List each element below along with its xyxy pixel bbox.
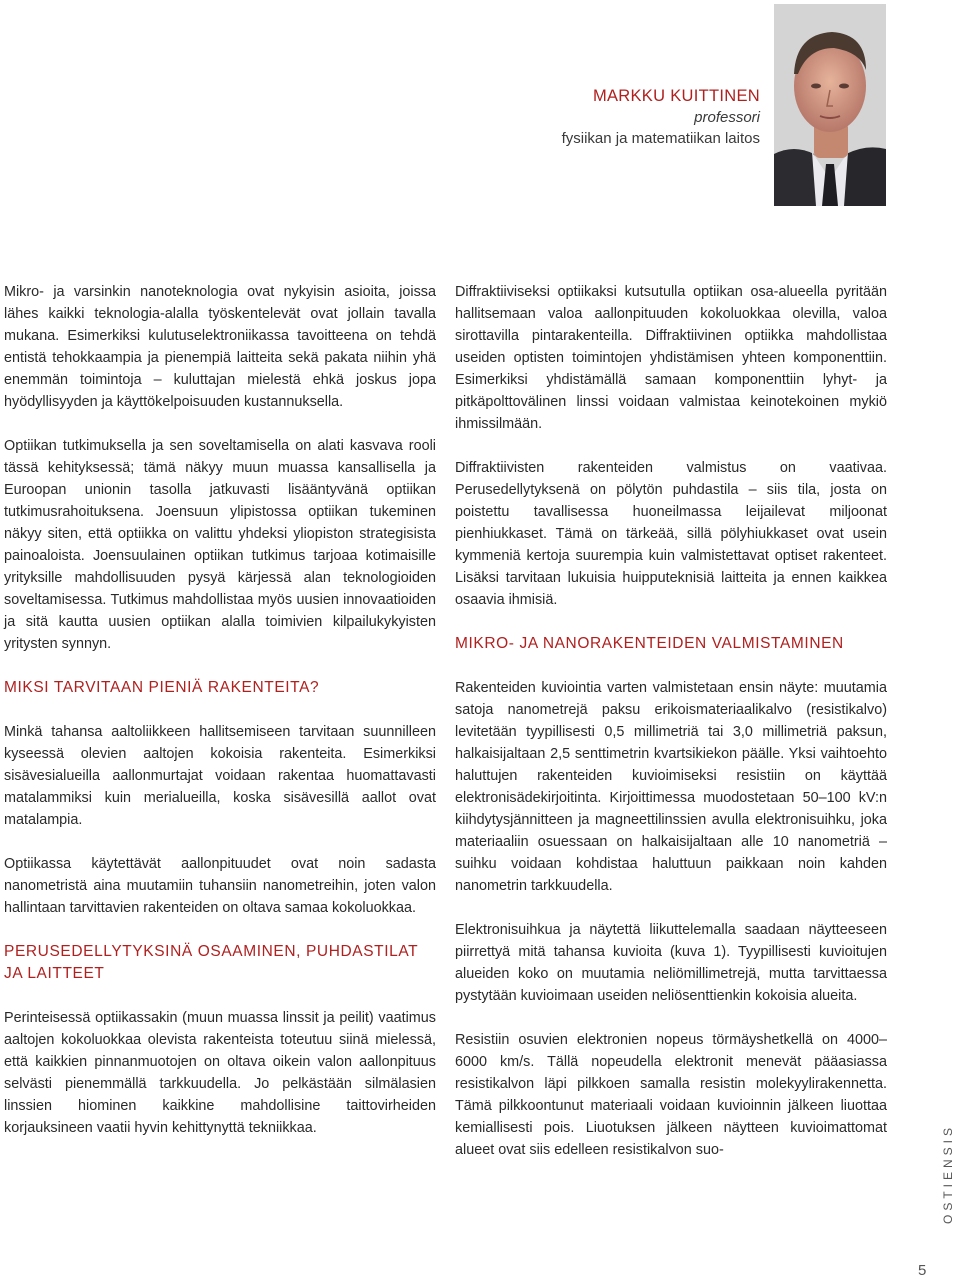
left-column	[4, 281, 436, 1161]
page-number: 5	[918, 1262, 927, 1279]
author-header	[562, 86, 760, 149]
section-heading: PERUSEDELLYTYKSINÄ OSAAMINEN, PUHDASTILAT JA LAITTEET	[4, 943, 418, 982]
paragraph: Perinteisessä optiikassakin (muun muassa linssit ja peilit) vaatimus aaltojen kokoluokkaa olevista rakenteista toteutuu siinä mielessä, että kaikkien pinnanmuotojen on oltava oikein valon aallonpituus selvästi pienemmällä tarkkuudella. Jo pelkästään silmälasien linssien hiominen kaikkine mahdollisine taittovirheiden korjauksineen vaatii hyvin kehittynyttä tekniikkaa.	[4, 1010, 436, 1136]
paragraph: Rakenteiden kuviointia varten valmistetaan ensin näyte: muutamia satoja nanometrejä paksu erikoismateriaalikalvo (resistikalvo) levitetään tyypillisesti 0,5 millimetriä tai 3,0 millimetriä paksun, halkaisijaltaan 2,5 senttimetrin kvartsikiekon päälle. Yksi vaihtoehto haluttujen rakenteiden kuvioimiseksi resistiin on käyttää elektronisädekirjoitinta. Kirjoittimessa muodostetaan 50–100 kV:n kiihdytysjännitteen ja magneettilinssien avulla elektronisuihku, joka materiaaliin osuessaan on halkaisijaltaan alle 10 nanometriä – suihku voidaan kohdistaa haluttuun paikkaan noin kahden nanometrin tarkkuudella.	[455, 680, 887, 894]
paragraph: Elektronisuihkua ja näytettä liikuttelemalla saadaan näytteeseen piirrettyä mitä tahansa kuvioita (kuva 1). Tyypillisesti kuvioitujen alueiden koko on muutamia neliömillimetrejä, mutta tarvittaessa pystytään kuvioimaan useiden neliösenttienkin kokoisia alueita.	[455, 922, 887, 1004]
author-department: fysiikan ja matematiikan laitos	[561, 130, 760, 147]
right-column	[455, 281, 887, 1183]
section-heading: MIKRO- JA NANORAKENTEIDEN VALMISTAMINEN	[455, 635, 844, 652]
paragraph: Resistiin osuvien elektronien nopeus törmäyshetkellä on 4000–6000 km/s. Tällä nopeudella elektronit menevät pääasiassa resistikalvon läpi pilkkoen samalla resistin molekyylirakennetta. Tämä pilkkoontunut materiaali voidaan kuvioinnin jälkeen liuottaa kemiallisesti pois. Liuotuksen jälkeen näytteen kuvioimattomat alueet ovat siis edelleen resistikalvon suo-	[455, 1032, 887, 1158]
paragraph: Diffraktiiviseksi optiikaksi kutsutulla optiikan osa-alueella pyritään hallitsemaan valoa aallonpituuden kokoluokkaa olevilla, valoa sirottavilla pintarakenteilla. Diffraktiivinen optiikka mahdollistaa useiden optisten toimintojen yhdistämisen yhteen komponenttiin. Esimerkiksi yhdistämällä samaan komponenttiin lyhyt- ja pitkäpolttovälinen linssi voidaan valmistaa keinotekoinen mykiö ihmissilmään.	[455, 284, 887, 432]
publication-side-label: OSTIENSIS	[941, 1124, 955, 1225]
author-portrait	[774, 4, 886, 206]
author-title: professori	[694, 109, 760, 126]
paragraph: Diffraktiivisten rakenteiden valmistus on vaativaa. Perusedellytyksenä on pölytön puhdastila – siis tila, josta on poistettu tavallisessa huoneilmassa leijailevat miljoonat pienhiukkaset. Tämä on tärkeää, sillä pölyhiukkaset ovat usein kymmeniä kertoja suurempia kuin valmistettavat optiset rakenteet. Lisäksi tarvitaan lukuisia huipputeknisiä laitteita ja ennen kaikkea osaavia ihmisiä.	[455, 460, 887, 608]
portrait-illustration	[774, 4, 886, 206]
paragraph: Optiikassa käytettävät aallonpituudet ovat noin sadasta nanometristä aina muutamiin tuhansiin nanometreihin, joten valon hallintaan tarvittavien rakenteiden on oltava samaa kokoluokkaa.	[4, 856, 436, 916]
paragraph: Mikro- ja varsinkin nanoteknologia ovat nykyisin asioita, joissa lähes kaikki teknologia-alalla työskentelevät ovat jollain tavalla mukana. Esimerkiksi kulutuselektroniikassa tavoitteena on tehdä entistä tehokkaampia ja pienempiä laitteita sekä pakata niihin yhä enemmän toimintoja – kuluttajan mielestä ehkä joskus jopa hyödyllisyyden ja käyttökelpoisuuden kustannuksella.	[4, 284, 436, 410]
paragraph: Optiikan tutkimuksella ja sen soveltamisella on alati kasvava rooli tässä kehityksessä; tämä näkyy muun muassa kansallisella ja Euroopan unionin tasolla jatkuvasti lisääntyvänä optiikan tutkimusrahoituksena. Joensuun ylipistossa optiikan tukeminen näkyy siten, että optiikka on valittu yhdeksi yliopiston strategisista painoaloista. Joensuulainen optiikan tutkimus tarjoaa kotimaisille yrityksille mahdollisuuden pysyä kärjessä alan teknologioiden soveltamisessa. Tutkimus mahdollistaa myös uusien innovaatioiden ja sitä kautta uusien optiikan alalla toimivien kilpailukykyisten yritysten synnyn.	[4, 438, 436, 652]
section-heading: MIKSI TARVITAAN PIENIÄ RAKENTEITA?	[4, 679, 320, 696]
paragraph: Minkä tahansa aaltoliikkeen hallitsemiseen tarvitaan suunnilleen kyseessä olevien aaltojen kokoisia rakenteita. Esimerkiksi sisävesialueilla aallonmurtajat voidaan rakentaa huomattavasti matalammiksi kuin merialueilla, koska sisävesillä aallot ovat matalampia.	[4, 724, 436, 828]
author-name: MARKKU KUITTINEN	[592, 87, 760, 105]
